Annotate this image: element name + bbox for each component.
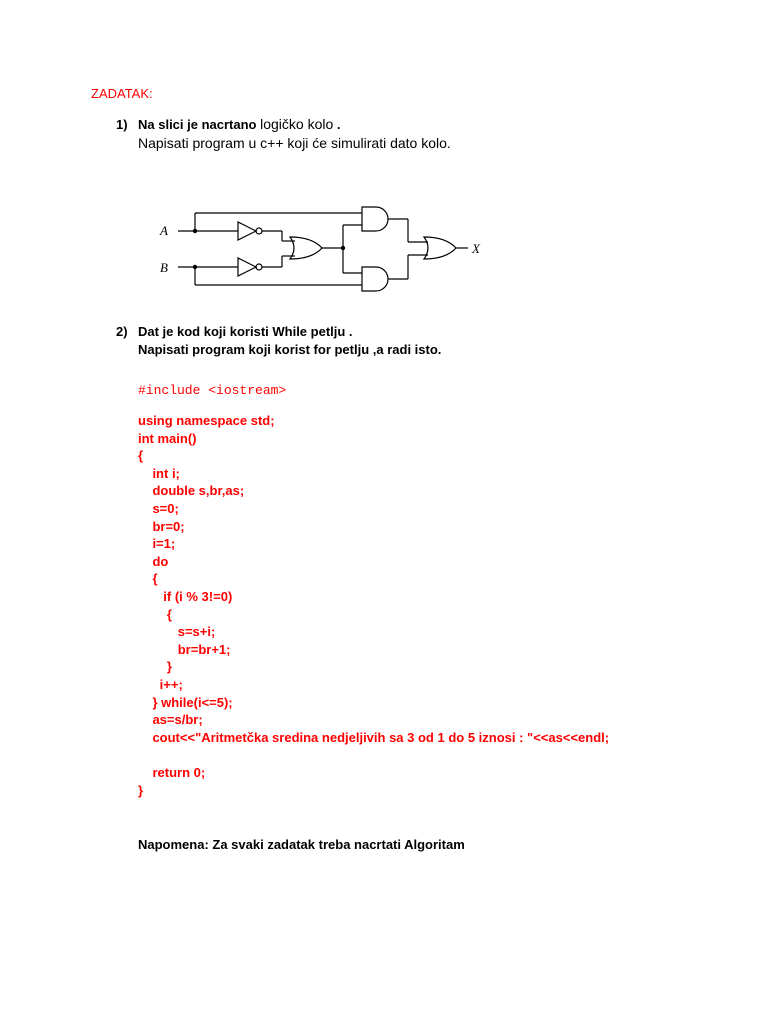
label-output-x: X <box>472 241 480 256</box>
code-line: br=0; <box>138 518 185 534</box>
label-input-a: A <box>160 223 168 238</box>
code-line: s=0; <box>138 501 179 516</box>
not-gate-a <box>238 222 256 240</box>
code-line: { <box>138 571 158 587</box>
code-line: { <box>138 448 144 464</box>
task1-line2: Napisati program u c++ koji će simulirati dato kolo. <box>138 135 451 151</box>
or-gate-output <box>424 237 456 259</box>
not-gate-b <box>238 258 256 276</box>
code-line: } <box>138 782 144 798</box>
task2-line2: Napisati program koji korist for petlju ,a radi isto. <box>138 342 442 357</box>
code-line: i++; <box>138 677 183 692</box>
code-line: int main() <box>138 430 197 446</box>
junction-a <box>193 229 197 233</box>
code-line: i=1; <box>138 536 176 552</box>
task1-line1 <box>138 116 341 132</box>
task1-number: 1) <box>116 117 128 132</box>
logic-circuit-diagram <box>150 195 495 305</box>
footer-note: Napomena: Za svaki zadatak treba nacrtati Algoritam <box>138 837 465 852</box>
task2-number: 2) <box>116 324 128 339</box>
code-line: cout<<"Aritmetčka sredina nedjeljivih sa 3 od 1 do 5 iznosi : "<<as<<endl; <box>138 729 610 745</box>
junction-b <box>193 265 197 269</box>
and-gate-bottom <box>362 267 388 291</box>
code-line: s=s+i; <box>138 624 216 640</box>
task2-line1: Dat je kod koji koristi While petlju . <box>138 324 353 339</box>
code-line: } <box>138 659 172 675</box>
code-line: int i; <box>138 465 180 481</box>
code-line: double s,br,as; <box>138 483 245 499</box>
task1-line1-bold: Na slici je nacrtano <box>138 117 257 132</box>
code-line: } while(i<=5); <box>138 694 233 710</box>
code-line: return 0; <box>138 765 206 780</box>
page-heading: ZADATAK: <box>91 86 153 101</box>
task1-line1-end: . <box>336 117 341 132</box>
code-line: if (i % 3!=0) <box>138 589 233 604</box>
code-line: as=s/br; <box>138 712 203 728</box>
code-line: using namespace std; <box>138 413 275 428</box>
junction-or <box>341 246 345 250</box>
code-line: { <box>138 606 172 622</box>
and-gate-top <box>362 207 388 231</box>
task1-line1-normal: logičko kolo <box>260 116 334 132</box>
code-line: do <box>138 553 169 569</box>
code-line: br=br+1; <box>138 641 231 657</box>
label-input-b: B <box>160 260 168 275</box>
code-include: #include <iostream> <box>138 383 287 398</box>
